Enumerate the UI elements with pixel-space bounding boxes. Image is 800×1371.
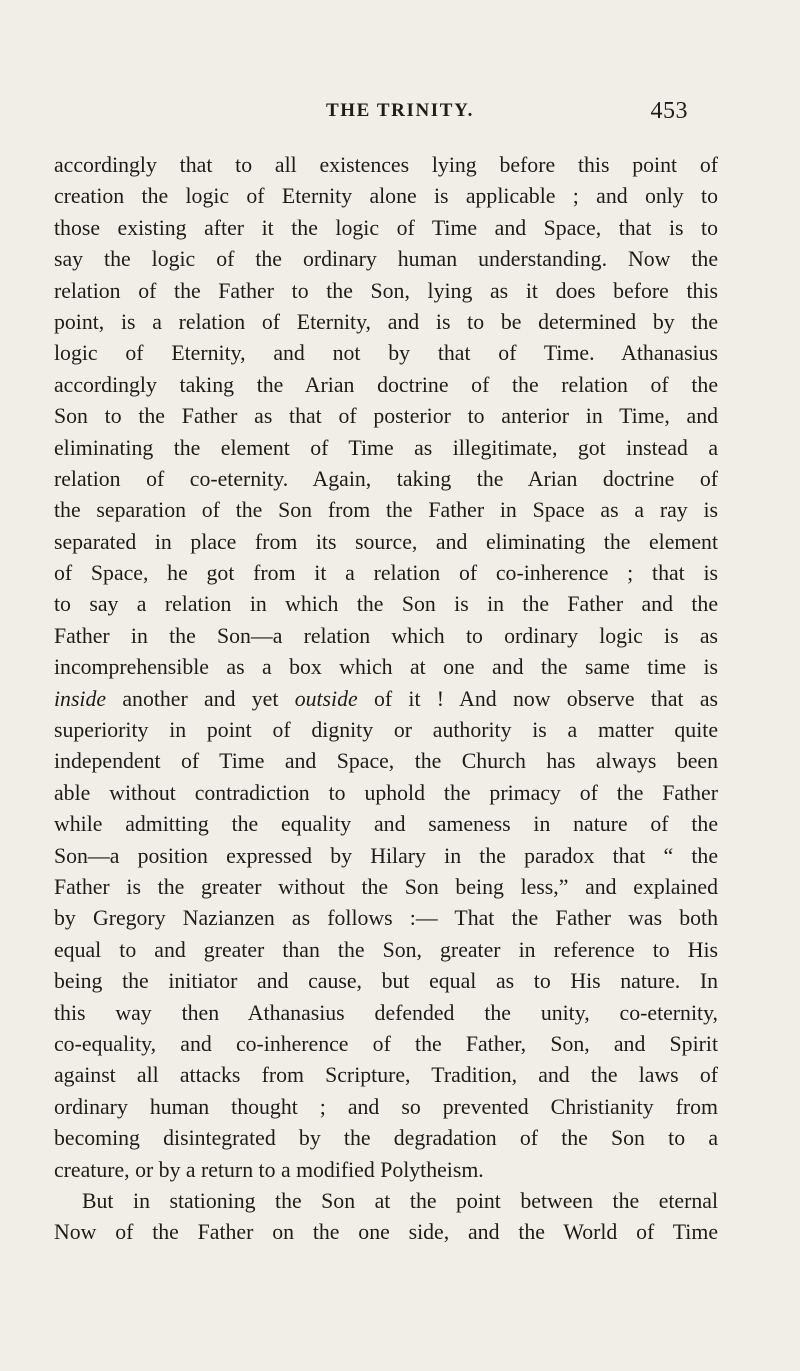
text-line: accordingly that to all existences lying before this point of — [54, 153, 718, 177]
text-line: equal to and greater than the Son, greater in reference to His — [54, 937, 718, 962]
italic-text: outside — [294, 686, 358, 711]
text-span: of it ! And now observe that as — [357, 686, 719, 711]
text-line: But in stationing the Son at the point between the eternal — [82, 1188, 718, 1213]
text-line: relation of co-eternity. Again, taking the Arian doctrine of — [54, 466, 718, 491]
text-line — [54, 684, 718, 715]
text-line: by Gregory Nazianzen as follows :— That the Father was both — [54, 906, 718, 931]
page-number: 453 — [650, 98, 688, 124]
text-span: another and yet — [106, 686, 295, 711]
text-line: say the logic of the ordinary human understanding. Now the — [54, 247, 718, 272]
text-line: those existing after it the logic of Time and Space, that is to — [54, 215, 718, 240]
text-line: to say a relation in which the Son is in the Father and the — [54, 592, 718, 617]
text-line: being the initiator and cause, but equal as to His nature. In — [54, 969, 718, 994]
text-line: separated in place from its source, and eliminating the element — [54, 529, 718, 554]
text-line: creation the logic of Eternity alone is applicable ; and only to — [54, 184, 718, 209]
text-line: superiority in point of dignity or authority is a matter quite — [54, 718, 718, 743]
running-head: THE TRINITY. — [325, 100, 475, 121]
text-line: incomprehensible as a box which at one and the same time is — [54, 655, 718, 680]
text-line: Son—a position expressed by Hilary in the paradox that “ the — [54, 843, 718, 868]
text-line: accordingly taking the Arian doctrine of the relation of the — [54, 372, 718, 397]
text-line: logic of Eternity, and not by that of Time. Athanasius — [54, 341, 718, 366]
text-line: able without contradiction to uphold the primacy of the Father — [54, 780, 718, 805]
text-line: while admitting the equality and sameness in nature of the — [54, 812, 718, 837]
text-line: relation of the Father to the Son, lying as it does before this — [54, 278, 718, 303]
text-line: co-equality, and co-inherence of the Father, Son, and Spirit — [54, 1031, 718, 1056]
text-line: Son to the Father as that of posterior to anterior in Time, and — [54, 404, 718, 429]
body-text — [54, 150, 718, 1249]
text-line: of Space, he got from it a relation of co-inherence ; that is — [54, 561, 718, 586]
page-header — [0, 100, 800, 134]
text-line: independent of Time and Space, the Church has always been — [54, 749, 718, 774]
text-line: Father is the greater without the Son being less,” and explained — [54, 874, 718, 899]
text-line: eliminating the element of Time as illegitimate, got instead a — [54, 435, 718, 460]
text-line: creature, or by a return to a modified Polytheism. — [54, 1157, 484, 1182]
text-line: the separation of the Son from the Father in Space as a ray is — [54, 498, 718, 523]
text-line: point, is a relation of Eternity, and is to be determined by the — [54, 309, 718, 334]
text-line: ordinary human thought ; and so prevented Christianity from — [54, 1094, 718, 1119]
text-line: against all attacks from Scripture, Tradition, and the laws of — [54, 1063, 718, 1088]
text-line: Father in the Son—a relation which to ordinary logic is as — [54, 623, 718, 648]
italic-text: inside — [54, 686, 107, 711]
text-line: this way then Athanasius defended the unity, co-eternity, — [54, 1000, 718, 1025]
text-line: becoming disintegrated by the degradation of the Son to a — [54, 1126, 718, 1151]
text-line: Now of the Father on the one side, and the World of Time — [54, 1220, 718, 1245]
